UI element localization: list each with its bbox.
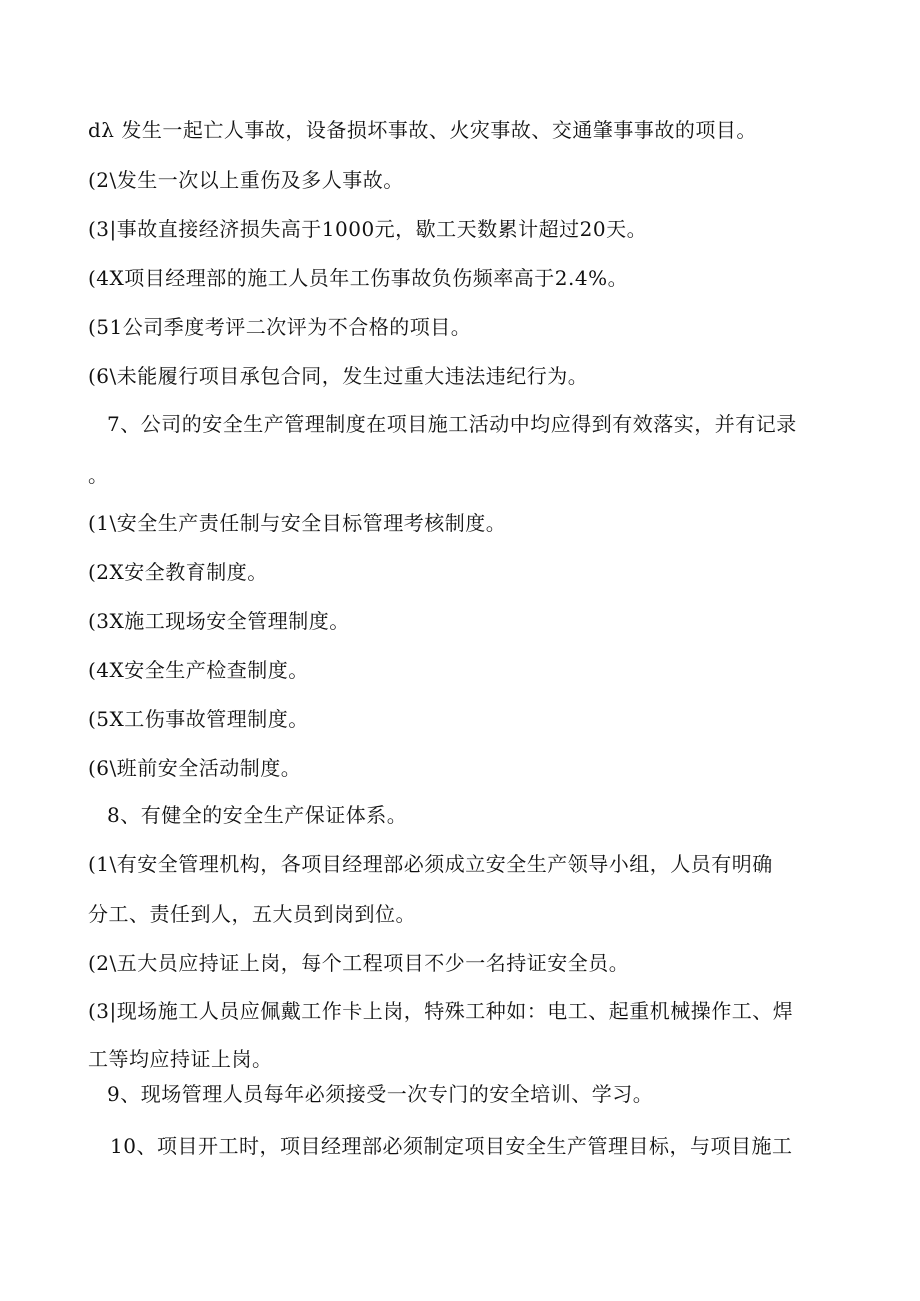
text-line: (1\安全生产责任制与安全目标管理考核制度。	[88, 511, 507, 535]
text-line: 工等均应持证上岗。	[88, 1047, 273, 1071]
text-line: (3|事故直接经济损失高于1000元，歇工天数累计超过20天。	[88, 217, 648, 241]
text-line: 分工、责任到人，五大员到岗到位。	[88, 902, 416, 926]
text-line: (2X安全教育制度。	[88, 560, 268, 584]
text-line: 9、现场管理人员每年必须接受一次专门的安全培训、学习。	[107, 1082, 654, 1106]
text-line: (5X工伤事故管理制度。	[88, 707, 309, 731]
text-line: (2\五大员应持证上岗，每个工程项目不少一名持证安全员。	[88, 951, 630, 975]
text-line: 7、公司的安全生产管理制度在项目施工活动中均应得到有效落实，并有记录	[107, 412, 797, 436]
text-line: (4X安全生产检查制度。	[88, 658, 309, 682]
text-line: (6\未能履行项目承包合同，发生过重大违法违纪行为。	[88, 364, 589, 388]
text-line: (3X施工现场安全管理制度。	[88, 609, 350, 633]
text-line: (4X项目经理部的施工人员年工伤事故负伤频率高于2.4%。	[88, 266, 629, 290]
text-line: (3|现场施工人员应佩戴工作卡上岗，特殊工种如：电工、起重机械操作工、焊	[88, 999, 794, 1023]
text-line: 8、有健全的安全生产保证体系。	[107, 803, 408, 827]
text-line: 。	[88, 463, 109, 487]
text-line: (2\发生一次以上重伤及多人事故。	[88, 168, 404, 192]
text-line: 10、项目开工时，项目经理部必须制定项目安全生产管理目标，与项目施工	[110, 1134, 793, 1158]
text-line: dλ 发生一起亡人事故，设备损坏事故、火灾事故、交通肇事事故的项目。	[88, 118, 757, 142]
text-line: (6\班前安全活动制度。	[88, 756, 302, 780]
text-line: (51公司季度考评二次评为不合格的项目。	[88, 315, 472, 339]
text-line: (1\有安全管理机构，各项目经理部必须成立安全生产领导小组，人员有明确	[88, 852, 773, 876]
